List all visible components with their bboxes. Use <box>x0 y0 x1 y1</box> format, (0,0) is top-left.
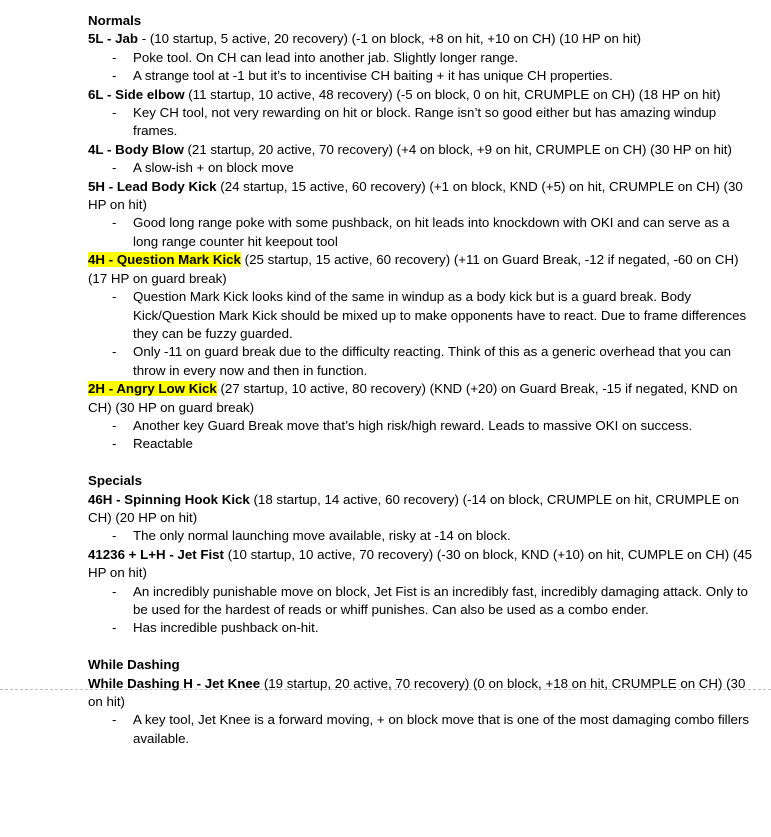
note-item: - The only normal launching move available, risky at -14 on block. <box>88 527 758 545</box>
move-details: (19 startup, 20 active, 70 recovery) (0 on block, +18 on hit, CRUMPLE on CH) (30 on hit) <box>88 675 746 709</box>
move-notes <box>88 417 758 454</box>
move-name: While Dashing H - Jet Knee <box>88 675 261 691</box>
move-notes <box>88 159 758 177</box>
note-item: - Good long range poke with some pushback, on hit leads into knockdown with OKI and can serve as a long range counter hit keepout tool <box>88 214 758 251</box>
move-details: (21 startup, 20 active, 70 recovery) (+4 on block, +9 on hit, CRUMPLE on CH) (30 HP on hit) <box>183 141 732 157</box>
move-name: 5L - Jab <box>88 31 139 47</box>
move-name: - Spinning Hook Kick <box>112 491 250 507</box>
move-details: (10 startup, 10 active, 70 recovery) (-30 on block, KND (+10) on hit, CUMPLE on CH) (45 HP on hit) <box>88 546 753 581</box>
move-notes <box>88 49 758 86</box>
move-name: 41236 + L+H - Jet Fist <box>88 546 224 562</box>
move-details: (11 startup, 10 active, 48 recovery) (-5 on block, 0 on hit, CRUMPLE on CH) (18 HP on hit) <box>184 86 721 102</box>
note-item: - Reactable <box>88 435 758 453</box>
move-details: (18 startup, 14 active, 60 recovery) (-14 on block, CRUMPLE on hit, CRUMPLE on CH) (20 HP on hit) <box>88 491 740 525</box>
move-notes <box>88 288 758 380</box>
document-page <box>88 12 758 748</box>
move-46h-spinning-hook-kick <box>88 491 758 528</box>
move-notes <box>88 583 758 638</box>
move-4l-body-blow <box>88 141 758 159</box>
move-2h-angry-low-kick <box>88 380 758 417</box>
note-item: - A key tool, Jet Knee is a forward moving, + on block move that is one of the most damaging combo fillers available. <box>88 711 758 748</box>
move-details: (25 startup, 15 active, 60 recovery) (+11 on Guard Break, -12 if negated, -60 on CH) (17 HP on guard break) <box>88 252 739 286</box>
note-item: - Another key Guard Break move that’s high risk/high reward. Leads to massive OKI on success. <box>88 417 758 435</box>
section-title-normals: Normals <box>88 13 142 28</box>
note-item: - Has incredible pushback on-hit. <box>88 619 758 637</box>
note-item: - An incredibly punishable move on block, Jet Fist is an incredibly fast, incredibly damaging attack. Only to be used for the hardest of reads or whiff punishes. Can also be used as a combo ender. <box>88 583 758 620</box>
note-item: - Question Mark Kick looks kind of the same in windup as a body kick but is a guard break. Body Kick/Question Mark Kick should be mixed up to make opponents have to react. Due to frame differences they can be fuzzy guarded. <box>88 288 758 343</box>
move-details: - (10 startup, 5 active, 20 recovery) (-1 on block, +8 on hit, +10 on CH) (10 HP on hit) <box>138 31 642 47</box>
note-item: - Key CH tool, not very rewarding on hit or block. Range isn’t so good either but has amazing windup frames. <box>88 104 758 141</box>
move-details: (27 startup, 10 active, 80 recovery) (KND (+20) on Guard Break, -15 if negated, KND on CH) (30 HP on guard break) <box>88 381 738 415</box>
move-input: 46H <box>88 491 113 507</box>
move-notes <box>88 527 758 545</box>
blank-line <box>88 454 758 472</box>
move-name: 5H - Lead Body Kick <box>88 178 217 194</box>
move-name-highlighted: 2H - Angry Low Kick <box>88 381 217 397</box>
move-details: (24 startup, 15 active, 60 recovery) (+1 on block, KND (+5) on hit, CRUMPLE on CH) (30 HP on hit) <box>88 178 743 213</box>
move-4h-question-mark-kick <box>88 251 758 288</box>
note-item: - A strange tool at -1 but it’s to incentivise CH baiting + it has unique CH properties. <box>88 67 758 85</box>
note-item: - Only -11 on guard break due to the difficulty reacting. Think of this as a generic overhead that you can throw in every now and then in function. <box>88 343 758 380</box>
move-6l-side-elbow <box>88 86 758 104</box>
note-item: - Poke tool. On CH can lead into another jab. Slightly longer range. <box>88 49 758 67</box>
move-5h-lead-body-kick <box>88 178 758 215</box>
move-name: 4L - Body Blow <box>88 141 184 157</box>
section-title-specials: Specials <box>88 473 142 489</box>
move-name: 6L - Side elbow <box>88 86 185 102</box>
note-item: - A slow-ish + on block move <box>88 159 758 177</box>
section-title-while-dashing: While Dashing <box>88 657 180 673</box>
move-name-highlighted: 4H - Question Mark Kick <box>88 252 241 268</box>
move-41236-jet-fist <box>88 546 758 583</box>
blank-line <box>88 638 758 656</box>
move-while-dashing-jet-knee <box>88 675 758 712</box>
move-5l-jab <box>88 30 758 48</box>
move-notes <box>88 104 758 141</box>
move-notes <box>88 711 758 748</box>
move-notes <box>88 214 758 251</box>
